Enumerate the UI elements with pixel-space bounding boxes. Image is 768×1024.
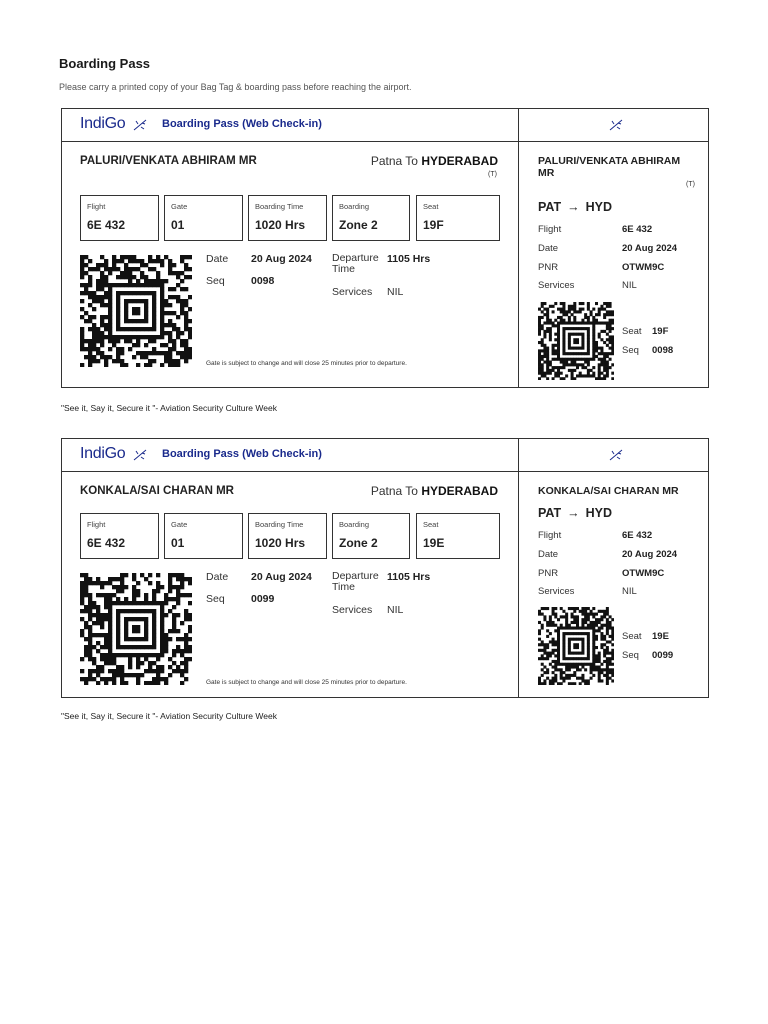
boarding-pass-2 — [61, 438, 709, 698]
seq-value: 0099 — [251, 593, 275, 605]
stub-pnr-value: OTWM9C — [622, 568, 665, 579]
services-label: Services — [332, 286, 373, 298]
stub-services-value: NIL — [622, 586, 637, 597]
terminal-label: (T) — [488, 171, 497, 178]
stub-flight-label: Flight — [538, 530, 562, 541]
services-value: NIL — [387, 286, 404, 298]
stub-date-value: 20 Aug 2024 — [622, 243, 678, 254]
stub-services-label: Services — [538, 586, 575, 597]
plane-icon — [609, 448, 623, 462]
stub-flight-value: 6E 432 — [622, 530, 653, 541]
stub-seq-label: Seq — [622, 345, 639, 356]
boarding-pass-1 — [61, 108, 709, 388]
boarding-zone-box: Boarding Zone 2 — [332, 195, 410, 241]
stub-flight-label: Flight — [538, 224, 562, 235]
plane-icon — [133, 448, 147, 462]
stub-flight-value: 6E 432 — [622, 224, 653, 235]
plane-icon — [609, 118, 623, 132]
stub-pnr-value: OTWM9C — [622, 262, 665, 273]
indigo-logo: IndiGo — [80, 445, 126, 462]
passenger-name: KONKALA/SAI CHARAN MR — [80, 485, 234, 497]
stub-services-value: NIL — [622, 280, 637, 291]
stub-seat-value: 19F — [652, 326, 669, 337]
stub-pnr-label: PNR — [538, 568, 559, 579]
gate-box: Gate 01 — [164, 195, 243, 241]
stub-seq-label: Seq — [622, 650, 639, 661]
stub-seq-value: 0098 — [652, 345, 674, 356]
stub-date-label: Date — [538, 243, 559, 254]
page-title: Boarding Pass — [59, 56, 151, 71]
qr-code — [538, 607, 614, 685]
flight-box: Flight 6E 432 — [80, 513, 159, 559]
seq-label: Seq — [206, 275, 225, 287]
gate-note: Gate is subject to change and will close 25 minutes prior to departure. — [206, 679, 407, 686]
stub-services-label: Services — [538, 280, 575, 291]
qr-code — [538, 302, 614, 380]
stub-passenger-name: PALURI/VENKATA ABHIRAM MR — [538, 155, 681, 179]
departure-time-label: Departure Time — [332, 252, 379, 275]
stub-seq-value: 0099 — [652, 650, 674, 661]
seq-label: Seq — [206, 593, 225, 605]
seq-value: 0098 — [251, 275, 275, 287]
seat-box: Seat 19E — [416, 513, 500, 559]
security-footnote: "See it, Say it, Secure it "- Aviation Security Culture Week — [61, 403, 277, 413]
date-value: 20 Aug 2024 — [251, 253, 312, 265]
departure-time-label: Departure Time — [332, 570, 379, 593]
date-value: 20 Aug 2024 — [251, 571, 312, 583]
gate-box: Gate 01 — [164, 513, 243, 559]
boarding-time-box: Boarding Time 1020 Hrs — [248, 195, 327, 241]
header-title: Boarding Pass (Web Check-in) — [162, 118, 322, 130]
page-subtitle: Please carry a printed copy of your Bag Tag & boarding pass before reaching the airport. — [59, 82, 412, 92]
date-label: Date — [206, 253, 229, 265]
security-footnote: "See it, Say it, Secure it "- Aviation Security Culture Week — [61, 711, 277, 721]
qr-code — [80, 573, 192, 685]
stub-date-value: 20 Aug 2024 — [622, 549, 678, 560]
qr-code — [80, 255, 192, 367]
boarding-time-box: Boarding Time 1020 Hrs — [248, 513, 327, 559]
stub-route: PAT → HYD — [538, 506, 613, 520]
services-label: Services — [332, 604, 373, 616]
stub-route: PAT → HYD — [538, 200, 613, 214]
plane-icon — [133, 118, 147, 132]
departure-time-value: 1105 Hrs — [387, 571, 431, 583]
services-value: NIL — [387, 604, 404, 616]
stub-terminal-label: (T) — [686, 181, 695, 188]
passenger-name: PALURI/VENKATA ABHIRAM MR — [80, 155, 257, 167]
flight-box: Flight 6E 432 — [80, 195, 159, 241]
header-title: Boarding Pass (Web Check-in) — [162, 448, 322, 460]
departure-time-value: 1105 Hrs — [387, 253, 431, 265]
stub-seat-label: Seat — [622, 631, 642, 642]
arrow-right-icon: → — [567, 200, 580, 214]
date-label: Date — [206, 571, 229, 583]
stub-seat-value: 19E — [652, 631, 669, 642]
seat-box: Seat 19F — [416, 195, 500, 241]
route: Patna To HYDERABAD — [370, 154, 498, 168]
arrow-right-icon: → — [567, 506, 580, 520]
gate-note: Gate is subject to change and will close 25 minutes prior to departure. — [206, 360, 407, 367]
indigo-logo: IndiGo — [80, 115, 126, 132]
boarding-zone-box: Boarding Zone 2 — [332, 513, 410, 559]
stub-passenger-name: KONKALA/SAI CHARAN MR — [538, 485, 679, 497]
stub-date-label: Date — [538, 549, 559, 560]
route: Patna To HYDERABAD — [370, 484, 498, 498]
stub-pnr-label: PNR — [538, 262, 559, 273]
stub-seat-label: Seat — [622, 326, 642, 337]
